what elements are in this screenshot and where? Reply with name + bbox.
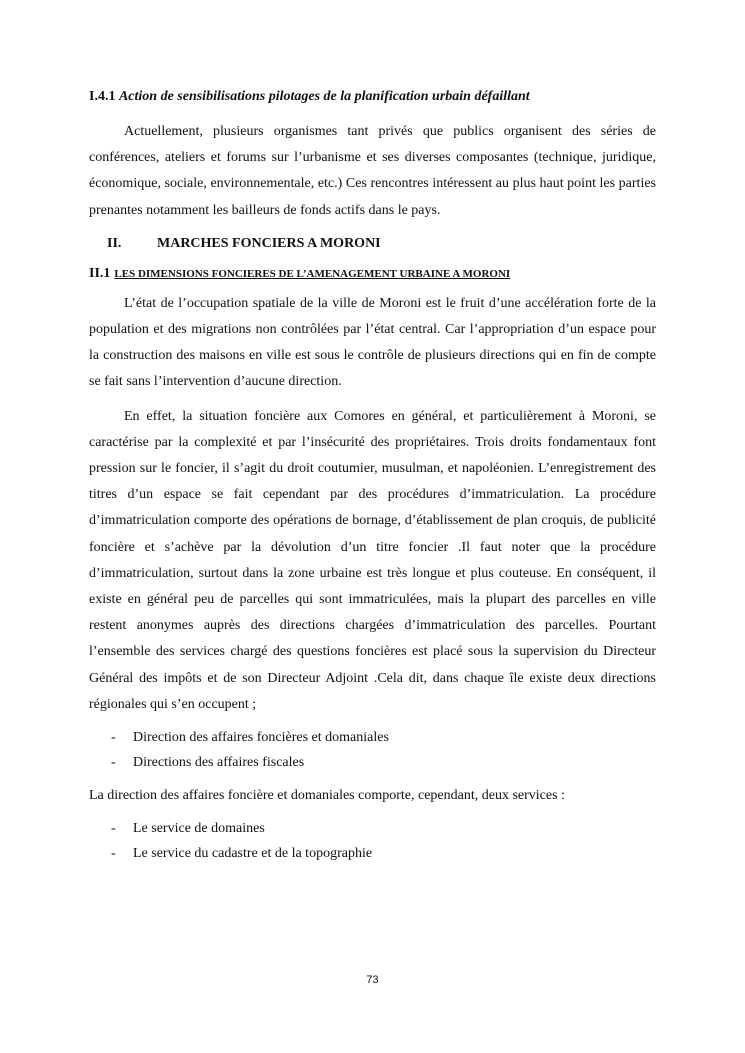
list-bullet: - [111, 730, 116, 746]
list-bullet: - [111, 845, 116, 861]
section-heading-ii1 [89, 263, 656, 285]
paragraph-1: Actuellement, plusieurs organismes tant privés que publics organisent des séries de conférences, ateliers et forums sur l’urbanisme et ses diverses composantes (technique, juridique, économique, sociale, environnementale, etc.) Ces rencontres intéressent au plus haut point les parties prenantes notamment les bailleurs de fonds actifs dans le pays. [89, 124, 656, 218]
paragraph-4: La direction des affaires foncière et domaniales comporte, cependant, deux services : [89, 788, 565, 804]
list-item: - Le service du cadastre et de la topographie [89, 842, 656, 867]
section-heading-ii [107, 233, 656, 255]
section-title: Action de sensibilisations pilotages de la planification urbain défaillant [118, 89, 530, 104]
list-item: - Le service de domaines [89, 817, 656, 842]
page-number: 73 [366, 974, 379, 986]
list-bullet: - [111, 821, 116, 837]
paragraph-3: En effet, la situation foncière aux Comores en général, et particulièrement à Moroni, se caractérise par la complexité et par l’insécurité des propriétaires. Trois droits fondamentaux font pression sur le foncier, il s’agit du droit coutumier, musulman, et napoléonien. L’enregistrement des titres d’un espace se fait cependant par des procédures d’immatriculation. La procédure d’immatriculation comporte des opérations de bornage, d’établissement de plan croquis, de publicité foncière et s’achève par la dévolution d’un titre foncier .Il faut noter que la procédure d’immatriculation, surtout dans la zone urbaine est très longue et plus couteuse. En conséquent, il existe en général peu de parcelles qui sont immatriculées, mais la plupart des parcelles en ville restent anonymes auprès des directions chargées d’immatriculation des parcelles. Pourtant l’ensemble des services chargé des questions foncières est placé sous la supervision du Directeur Général des impôts et de son Directeur Adjoint .Cela dit, dans chaque île existe deux directions régionales qui s’en occupent ; [89, 408, 656, 712]
paragraph-2: L’état de l’occupation spatiale de la ville de Moroni est le fruit d’une accélération forte de la population et des migrations non contrôlées par l’état central. Car l’appropriation d’un espace pour la construction des maisons en ville est sous le contrôle de plusieurs directions qui en fin de compte se fait sans l’intervention d’aucune direction. [89, 295, 656, 390]
list-services [89, 817, 656, 866]
list-item: - Direction des affaires foncières et domaniales [89, 726, 656, 751]
list-item: - Directions des affaires fiscales [89, 751, 656, 776]
section-heading-i41 [89, 86, 656, 108]
section-number: II. [107, 235, 122, 251]
list-directions [89, 726, 656, 775]
section-number: II.1 [89, 265, 111, 281]
list-bullet: - [111, 754, 116, 770]
section-number: I.4.1 [89, 89, 116, 104]
section-title: LES DIMENSIONS FONCIERES DE L’AMENAGEMENT URBAINE A MORONI [114, 267, 511, 280]
page-body [89, 86, 656, 866]
section-title: MARCHES FONCIERS A MORONI [157, 235, 381, 251]
